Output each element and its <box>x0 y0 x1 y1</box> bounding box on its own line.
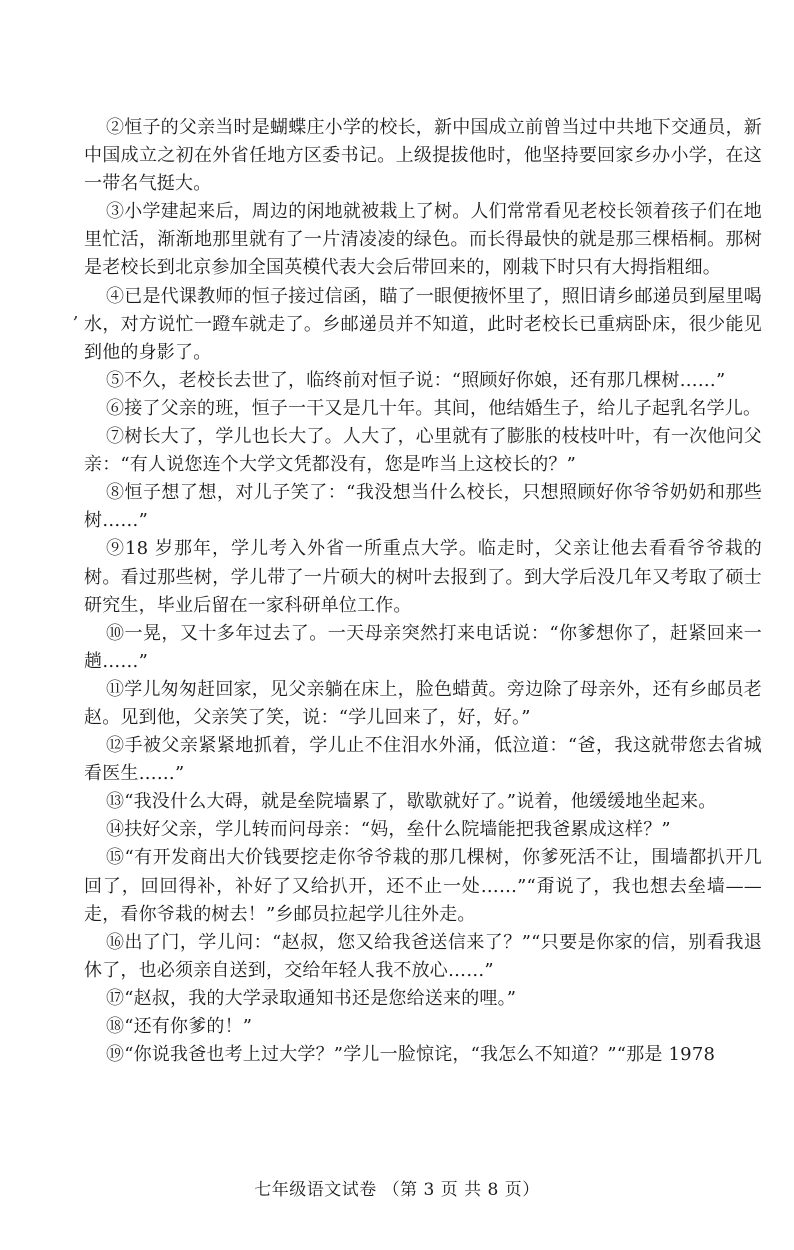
paragraph-3: ③小学建起来后，周边的闲地就被栽上了树。人们常常看见老校长领着孩子们在地里忙活，渐渐地那里就有了一片清凌凌的绿色。而长得最快的就是那三棵梧桐。那树是老校长到北京参加全国英模代表大会后带回来的，刚栽下时只有大拇指粗细。 <box>84 201 762 279</box>
paragraph-11: ⑪学儿匆匆赶回家，见父亲躺在床上，脸色蜡黄。旁边除了母亲外，还有乡邮员老赵。见到他，父亲笑了笑，说：“学儿回来了，好，好。” <box>84 678 762 728</box>
paragraph-6: ⑥接了父亲的班，恒子一干又是几十年。其间，他结婚生子，给儿子起乳名学儿。 <box>106 397 762 419</box>
paragraph-18: ⑱“还有你爹的！” <box>106 1016 253 1037</box>
article-body <box>84 114 762 1069</box>
paragraph-10: ⑩一晃，又十多年过去了。一天母亲突然打来电话说：“你爹想你了，赶紧回来一趟……” <box>84 622 762 672</box>
paragraph-17: ⑰“赵叔，我的大学录取通知书还是您给送来的哩。” <box>106 987 517 1009</box>
paragraph-14: ⑭扶好父亲，学儿转而问母亲：“妈，垒什么院墙能把我爸累成这样？” <box>106 819 671 841</box>
paragraph-5: ⑤不久，老校长去世了，临终前对恒子说：“照顾好你娘，还有那几棵树……” <box>106 369 726 391</box>
page-footer: 七年级语文试卷 （第 3 页 共 8 页） <box>254 1180 540 1200</box>
paragraph-2: ②恒子的父亲当时是蝴蝶庄小学的校长，新中国成立前曾当过中共地下交通员，新中国成立之初在外省任地方区委书记。上级提拔他时，他坚持要回家乡办小学，在这一带名气挺大。 <box>84 117 762 195</box>
stray-margin-mark: , <box>73 302 79 323</box>
paragraph-19: ⑲“你说我爸也考上过大学？”学儿一脸惊诧，“我怎么不知道？”“那是 1978 <box>106 1044 716 1066</box>
paragraph-13: ⑬“我没什么大碍，就是垒院墙累了，歇歇就好了。”说着，他缓缓地坐起来。 <box>106 791 717 813</box>
paragraph-16: ⑯出了门，学儿问：“赵叔，您又给我爸送信来了？”“只要是你家的信，别看我退休了，也必须亲自送到，交给年轻人我不放心……” <box>84 931 762 981</box>
paragraph-7: ⑦树长大了，学儿也长大了。人大了，心里就有了膨胀的枝枝叶叶，有一次他问父亲：“有人说您连个大学文凭都没有，您是咋当上这校长的？” <box>84 426 762 476</box>
paragraph-15: ⑮“有开发商出大价钱要挖走你爷爷栽的那几棵树，你爹死活不让，围墙都扒开几回了，回回得补，补好了又给扒开，还不止一处……”“甭说了，我也想去垒墙——走，看你爷栽的树去！”乡邮员拉起学儿往外走。 <box>84 847 762 925</box>
paragraph-4: ④已是代课教师的恒子接过信函，瞄了一眼便掖怀里了，照旧请乡邮递员到屋里喝水，对方说忙一蹬车就走了。乡邮递员并不知道，此时老校长已重病卧床，很少能见到他的身影了。 <box>84 285 762 363</box>
paragraph-8: ⑧恒子想了想，对儿子笑了：“我没想当什么校长，只想照顾好你爷爷奶奶和那些树……” <box>84 482 762 532</box>
paragraph-9: ⑨18 岁那年，学儿考入外省一所重点大学。临走时，父亲让他去看看爷爷栽的树。看过那些树，学儿带了一片硕大的树叶去报到了。到大学后没几年又考取了硕士研究生，毕业后留在一家科研单位工作。 <box>84 538 762 616</box>
paragraph-12: ⑫手被父亲紧紧地抓着，学儿止不住泪水外涌，低泣道：“爸，我这就带您去省城看医生……” <box>84 735 762 785</box>
